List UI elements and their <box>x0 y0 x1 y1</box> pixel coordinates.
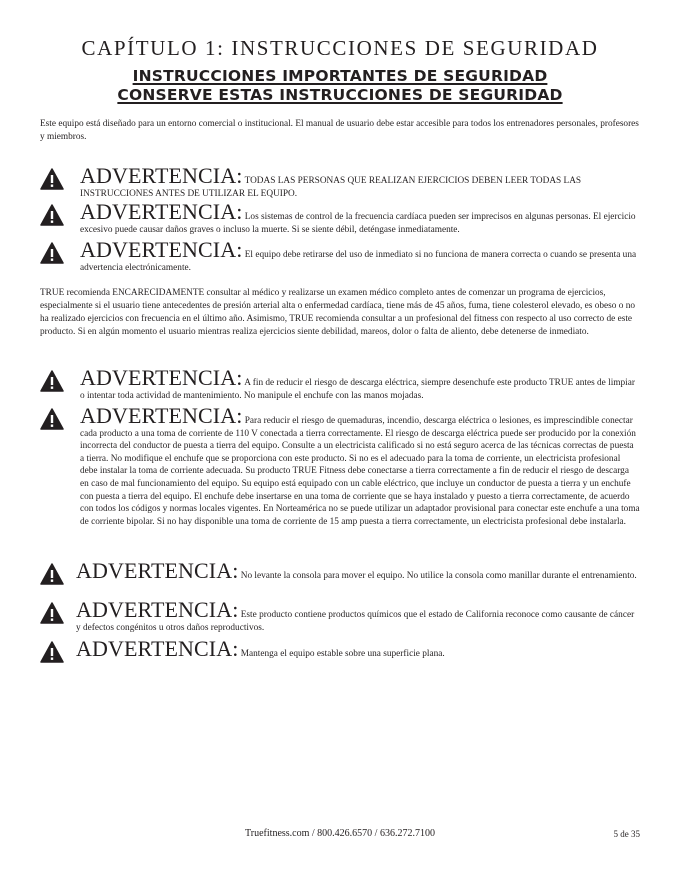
warning-block <box>40 636 640 661</box>
intro-paragraph: Este equipo está diseñado para un entorno comercial o institucional. El manual de usuario debe estar accesible para todos los entrenadores personales, profesores y miembros. <box>40 119 639 142</box>
warning-block <box>40 597 640 634</box>
warning-block <box>40 163 640 200</box>
warning-text: Los sistemas de control de la frecuencia cardíaca pueden ser imprecisos en algunas personas. El ejercicio excesivo puede causar daños graves o incluso la muerte. Si se siente débil, deténgase inmediatamente. <box>80 212 636 235</box>
warning-block <box>40 558 640 583</box>
warning-triangle-icon <box>40 204 64 226</box>
warning-triangle-icon <box>40 370 64 392</box>
warning-label: ADVERTENCIA: <box>76 636 239 661</box>
page-number: 5 de 35 <box>613 829 640 839</box>
warning-text: El equipo debe retirarse del uso de inmediato si no funciona de manera correcta o cuando se presenta una advertencia electrónicamente. <box>80 250 637 273</box>
warning-text: Mantenga el equipo estable sobre una superficie plana. <box>240 649 445 659</box>
subtitle-keep-instructions: CONSERVE ESTAS INSTRUCCIONES DE SEGURIDAD <box>117 86 563 104</box>
warning-triangle-icon <box>40 408 64 430</box>
warning-triangle-icon <box>40 168 64 190</box>
warning-label: ADVERTENCIA: <box>80 163 243 188</box>
warning-label: ADVERTENCIA: <box>80 365 243 390</box>
warning-triangle-icon <box>40 602 64 624</box>
chapter-title: CAPÍTULO 1: INSTRUCCIONES DE SEGURIDAD <box>81 36 599 60</box>
warning-text: Este producto contiene productos químicos que el estado de California reconoce como causante de cáncer y defectos congénitos u otros daños reproductivos. <box>76 610 635 633</box>
warning-text: TODAS LAS PERSONAS QUE REALIZAN EJERCICIOS DEBEN LEER TODAS LAS INSTRUCCIONES ANTES DE UTILIZAR EL EQUIPO. <box>80 176 582 199</box>
warning-text: Para reducir el riesgo de quemaduras, incendio, descarga eléctrica o lesiones, es imprescindible conectar cada producto a una toma de corriente de 110 V conectada a tierra correctamente. El riesgo de descarga eléctrica puede ser producido por la conexión incorrecta del conductor de puesta a tierra del equipo. Consulte a un electricista calificado si no está seguro acerca de las técnicas correctas de puesta a tierra. No modifique el enchufe que se proporciona con este producto. Si no es el adecuado para la toma de corriente, un electricista profesional debe instalar la toma de corriente adecuada. Su producto TRUE Fitness debe conectarse a tierra correctamente a fin de reducir el riesgo de descarga en caso de mal funcionamiento del equipo. Su equipo está equipado con un cable eléctrico, que incluye un conductor de puesta a tierra y un enchufe con puesta a tierra del equipo. El enchufe debe insertarse en una toma de corriente que se haya instalado y puesto a tierra correctamente, de acuerdo con todos los códigos y normas locales vigentes. En Norteamérica no se puede utilizar un adaptador provisional para conectar este enchufe a una toma de corriente bipolar. Si no hay disponible una toma de corriente de 15 amp puesta a tierra correctamente, un electricista profesional debe instalarla. <box>80 416 640 527</box>
warning-block <box>40 365 640 402</box>
warning-text: No levante la consola para mover el equipo. No utilice la consola como manillar durante el entrenamiento. <box>240 571 637 581</box>
warning-block <box>40 199 640 236</box>
warning-label: ADVERTENCIA: <box>80 199 243 224</box>
warning-text: A fin de reducir el riesgo de descarga eléctrica, siempre desenchufe este producto TRUE antes de limpiar o intentar toda actividad de mantenimiento. No manipule el enchufe con las manos mojadas. <box>80 378 635 401</box>
warning-block <box>40 403 640 528</box>
warning-label: ADVERTENCIA: <box>80 237 243 262</box>
warning-label: ADVERTENCIA: <box>76 558 239 583</box>
footer-contact: Truefitness.com / 800.426.6570 / 636.272.7100 <box>245 828 435 839</box>
warning-triangle-icon <box>40 563 64 585</box>
warning-triangle-icon <box>40 242 64 264</box>
warning-triangle-icon <box>40 641 64 663</box>
medical-recommendation-paragraph: TRUE recomienda ENCARECIDAMENTE consultar al médico y realizarse un examen médico completo antes de comenzar un programa de ejercicios, especialmente si el usuario tiene antecedentes de presión arterial alta o enfermedad cardíaca, tiene más de 45 años, fuma, tiene colesterol elevado, es obeso o no ha realizado ejercicios con frecuencia en el último año. Asimismo, TRUE recomienda consultar a un profesional del fitness con respecto al uso correcto de este producto. Si en algún momento el usuario mientras realiza ejercicios siente debilidad, mareos, dolor o falta de aliento, debe detenerse de inmediato. <box>40 288 636 337</box>
warning-label: ADVERTENCIA: <box>76 597 239 622</box>
subtitle-important-instructions: INSTRUCCIONES IMPORTANTES DE SEGURIDAD <box>132 67 548 85</box>
warning-label: ADVERTENCIA: <box>80 403 243 428</box>
warning-block <box>40 237 640 274</box>
